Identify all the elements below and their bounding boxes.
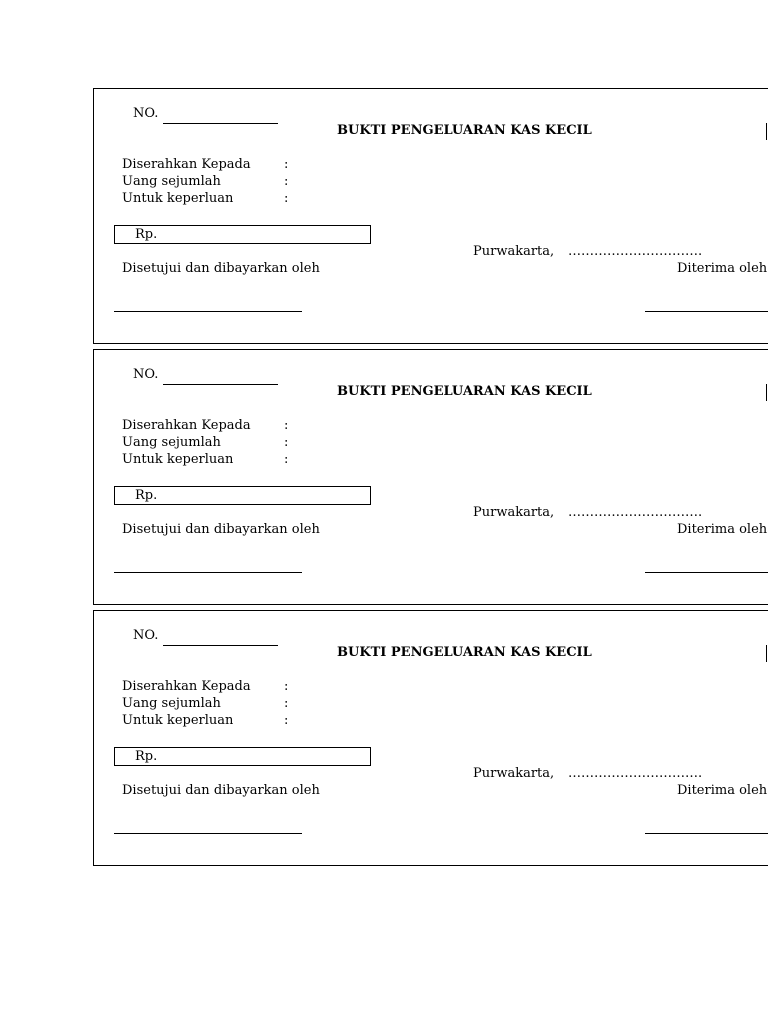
- side-mark: [766, 645, 767, 662]
- number-label: NO.: [133, 367, 159, 382]
- field-label-recipient: Diserahkan Kepada: [122, 157, 251, 172]
- field-colon: :: [284, 174, 289, 189]
- city-label: Purwakarta,: [473, 244, 555, 259]
- approver-signature-line: [114, 833, 302, 834]
- approved-by-label: Disetujui dan dibayarkan oleh: [122, 522, 320, 537]
- approver-signature-line: [114, 572, 302, 573]
- field-label-purpose: Untuk keperluan: [122, 191, 234, 206]
- field-label-recipient: Diserahkan Kepada: [122, 418, 251, 433]
- number-blank-line: [163, 384, 278, 385]
- field-colon: :: [284, 191, 289, 206]
- side-mark: [766, 123, 767, 140]
- petty-cash-slip-3: [93, 610, 768, 866]
- rupiah-label: Rp.: [135, 488, 158, 503]
- date-placeholder: ………………………….: [568, 766, 703, 781]
- field-colon: :: [284, 418, 289, 433]
- receiver-signature-line: [645, 833, 768, 834]
- field-label-recipient: Diserahkan Kepada: [122, 679, 251, 694]
- side-mark: [766, 384, 767, 401]
- received-by-label: Diterima oleh: [677, 261, 768, 276]
- receiver-signature-line: [645, 572, 768, 573]
- field-colon: :: [284, 157, 289, 172]
- slip-title: BUKTI PENGELUARAN KAS KECIL: [337, 123, 592, 138]
- field-label-amount: Uang sejumlah: [122, 174, 221, 189]
- date-placeholder: ………………………….: [568, 244, 703, 259]
- slip-title: BUKTI PENGELUARAN KAS KECIL: [337, 645, 592, 660]
- field-colon: :: [284, 713, 289, 728]
- approved-by-label: Disetujui dan dibayarkan oleh: [122, 261, 320, 276]
- city-label: Purwakarta,: [473, 505, 555, 520]
- city-label: Purwakarta,: [473, 766, 555, 781]
- field-colon: :: [284, 679, 289, 694]
- rupiah-label: Rp.: [135, 227, 158, 242]
- number-blank-line: [163, 123, 278, 124]
- number-blank-line: [163, 645, 278, 646]
- petty-cash-slip-2: [93, 349, 768, 605]
- received-by-label: Diterima oleh: [677, 522, 768, 537]
- field-label-amount: Uang sejumlah: [122, 696, 221, 711]
- field-colon: :: [284, 435, 289, 450]
- number-label: NO.: [133, 106, 159, 121]
- date-placeholder: ………………………….: [568, 505, 703, 520]
- approved-by-label: Disetujui dan dibayarkan oleh: [122, 783, 320, 798]
- field-colon: :: [284, 696, 289, 711]
- petty-cash-slip-1: [93, 88, 768, 344]
- slip-title: BUKTI PENGELUARAN KAS KECIL: [337, 384, 592, 399]
- field-colon: :: [284, 452, 289, 467]
- number-label: NO.: [133, 628, 159, 643]
- receiver-signature-line: [645, 311, 768, 312]
- field-label-purpose: Untuk keperluan: [122, 452, 234, 467]
- field-label-purpose: Untuk keperluan: [122, 713, 234, 728]
- received-by-label: Diterima oleh: [677, 783, 768, 798]
- approver-signature-line: [114, 311, 302, 312]
- field-label-amount: Uang sejumlah: [122, 435, 221, 450]
- rupiah-label: Rp.: [135, 749, 158, 764]
